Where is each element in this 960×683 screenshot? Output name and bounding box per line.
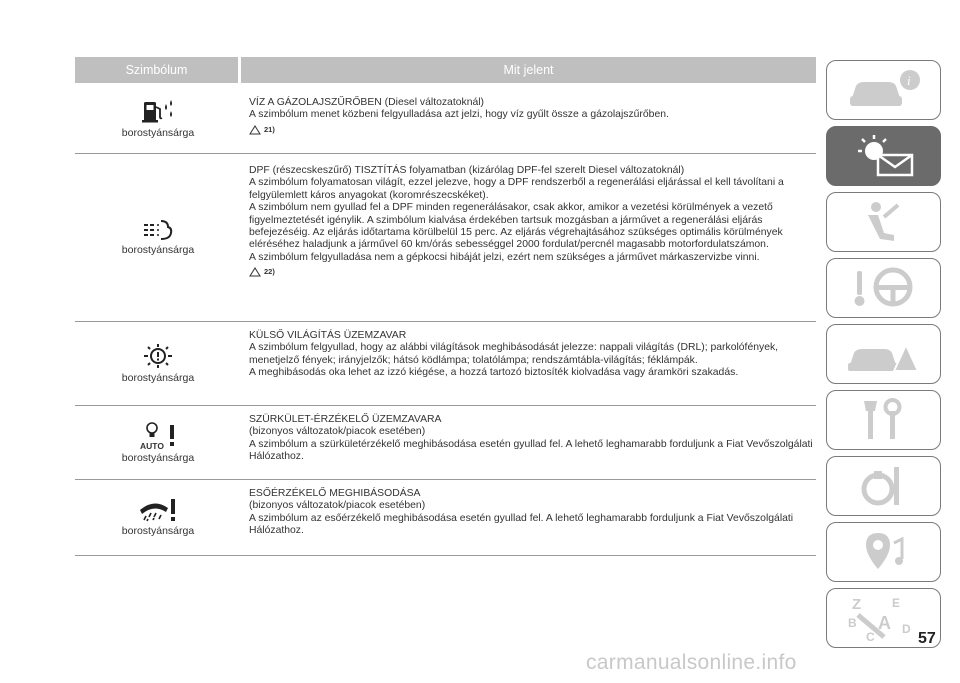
row-text: (bizonyos változatok/piacok esetében) [249,500,426,512]
symbol-table [75,57,816,556]
meaning-cell [241,322,816,405]
twilight-sensor-icon: AUTO [140,422,176,451]
symbol-cell [75,406,241,479]
row-text: (bizonyos változatok/piacok esetében) [249,426,426,438]
tab-maintenance[interactable] [826,390,941,450]
car-info-icon [844,68,924,112]
row-title: SZÜRKÜLET-ÉRZÉKELŐ ÜZEMZAVARA [249,414,442,425]
symbol-cell [75,322,241,405]
row-text: A szimbólum felgyulladása nem a gépkocsi hibáját jelzi, ezért nem szükséges a járművet márkaszervizbe vinni. [249,251,760,263]
row-text: A szimbólum folyamatosan világít, ezzel jelezve, hogy a DPF rendszerből a regenerálási eljárással el kell távolítani a felgyülemlett káros anyagokat (koromrészecskéket). [249,177,784,201]
color-label: borostyánsárga [121,126,195,139]
tab-car-info[interactable] [826,60,941,120]
tab-warning-lights[interactable] [826,126,941,186]
maintenance-icon [854,397,914,443]
row-text: A meghibásodás oka lehet az izzó kiégése, a hozzá tartozó biztosíték kiolvadása vagy áramköri szakadás. [249,367,739,379]
dpf-icon [142,219,174,241]
row-title: VÍZ A GÁZOLAJSZŰRŐBEN (Diesel változatoknál) [249,97,485,108]
svg-text:Z: Z [851,596,861,613]
symbol-cell [75,83,241,153]
note-ref: 22) [249,266,816,278]
chapter-tabs [826,60,943,654]
page-number: 57 [918,630,936,647]
watermark: carmanualsonline.info [586,651,797,674]
index-icon [844,593,924,643]
technical-data-icon [854,463,914,509]
tab-multimedia[interactable] [826,522,941,582]
header-meaning: Mit jelent [241,57,816,83]
tab-technical-data[interactable] [826,456,941,516]
svg-text:B: B [847,616,857,630]
svg-text:C: C [865,630,875,643]
table-row [75,322,816,406]
symbol-cell [75,480,241,555]
row-text: A szimbólum az esőérzékelő meghibásodása esetén gyullad fel. A lehető leghamarabb forduljunk a Fiat Vevőszolgálati Hálózathoz. [249,512,794,537]
symbol-cell [75,154,241,321]
row-title: KÜLSŐ VILÁGÍTÁS ÜZEMZAVAR [249,330,407,341]
meaning-cell [241,406,816,479]
exterior-light-fault-icon [141,343,175,369]
meaning-cell [241,154,816,321]
driving-icon [849,265,919,311]
fuel-water-icon [141,98,175,124]
table-row [75,83,816,154]
rain-sensor-icon [138,498,178,522]
row-title: ESŐÉRZÉKELŐ MEGHIBÁSODÁSA [249,488,421,499]
note-ref: 21) [249,124,816,136]
meaning-cell [241,480,816,555]
emergency-icon [844,331,924,377]
table-header [75,57,816,83]
warning-hand-icon [249,125,261,135]
table-row [75,406,816,480]
meaning-cell [241,83,816,153]
tab-safety[interactable] [826,192,941,252]
color-label: borostyánsárga [121,244,195,256]
svg-text:i: i [906,73,911,88]
color-label: borostyánsárga [121,372,195,384]
tab-driving[interactable] [826,258,941,318]
table-row [75,480,816,556]
header-symbol: Szimbólum [75,57,238,83]
table-row [75,154,816,322]
tab-emergency[interactable] [826,324,941,384]
svg-text:D: D [901,622,911,636]
warning-lights-icon [844,133,924,179]
row-text: A szimbólum felgyullad, hogy az alábbi világítások meghibásodását jelezze: nappali világítás (DRL); parkolófények, menetjelző fények; irányjelzők; hátsó ködlámpa; tolatólámpa; rendszámtábla-világítás; féklámpák. [249,342,779,366]
color-label: borostyánsárga [121,451,195,464]
row-title: DPF (részecskeszűrő) TISZTÍTÁS folyamatban (kizárólag DPF-fel szerelt Diesel változatoknál) [249,165,685,176]
safety-icon [854,199,914,245]
row-text: A szimbólum nem gyullad fel a DPF minden regenerálásakor, csak akkor, amikor a vezetési körülmények a vezető figyelmeztetését igénylik. A szimbólum kialvása érdekében tartsuk mozgásban a járművet a regenerálási eljárás befejezéséig. Az eljárás időtartama körülbelül 15 perc. Az eljárás végrehajtásához szükséges optimális körülmények eléréséhez haladjunk a járművel 60 km/órás sebességgel 2000 fordulat/percnél magasabb motorfordulatszámon. [249,202,783,251]
color-label: borostyánsárga [121,525,195,537]
row-text: A szimbólum menet közbeni felgyulladása azt jelzi, hogy víz gyűlt össze a gázolajszűrőben. [249,109,669,121]
warning-hand-icon [249,267,261,277]
svg-text:A: A [877,613,891,633]
multimedia-icon [854,529,914,575]
svg-text:E: E [891,596,900,610]
row-text: A szimbólum a szürkületérzékelő meghibásodása esetén gyullad fel. A lehető leghamarabb forduljunk a Fiat Vevőszolgálati Hálózathoz. [249,438,813,463]
